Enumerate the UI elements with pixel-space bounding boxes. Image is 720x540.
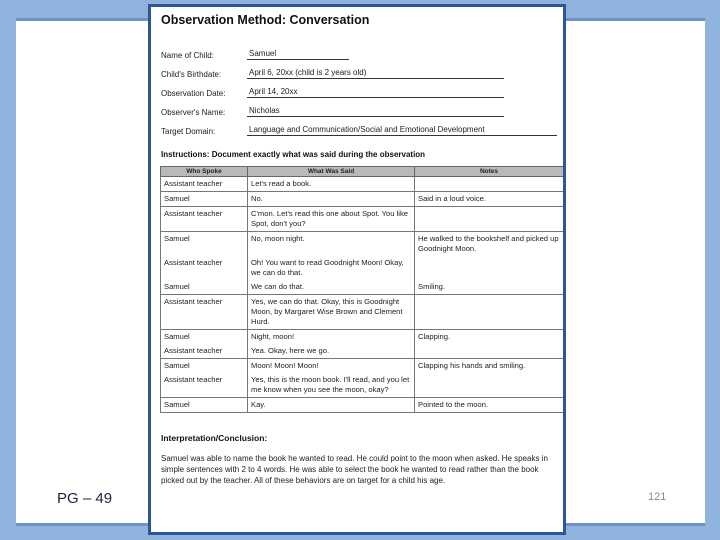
field-label: Observation Date: (161, 89, 226, 98)
field-value: April 6, 20xx (child is 2 years old) (247, 68, 504, 79)
cell-who-spoke: Samuel (161, 192, 248, 207)
table-row (161, 295, 564, 330)
page-label: PG – 49 (57, 490, 113, 507)
field-value: Language and Communication/Social and Emotional Development (247, 125, 557, 136)
cell-what-was-said: Kay. (248, 398, 415, 413)
cell-who-spoke: Assistant teacher (161, 373, 248, 398)
form-field (161, 60, 557, 79)
form-field (161, 41, 557, 60)
form-field (161, 79, 557, 98)
field-value: Nicholas (247, 106, 504, 117)
field-value: April 14, 20xx (247, 87, 504, 98)
observation-form (148, 4, 566, 535)
cell-who-spoke: Samuel (161, 398, 248, 413)
cell-what-was-said: Let's read a book. (248, 177, 415, 192)
header-what-was-said: What Was Said (248, 167, 415, 177)
table-row (161, 256, 564, 280)
table-row (161, 207, 564, 232)
table-row (161, 373, 564, 398)
form-field (161, 98, 557, 117)
slide-number: 121 (648, 491, 667, 503)
cell-what-was-said: Night, moon! (248, 330, 415, 345)
form-fields (161, 41, 557, 136)
table-row (161, 280, 564, 295)
cell-what-was-said: We can do that. (248, 280, 415, 295)
field-label: Name of Child: (161, 51, 214, 60)
interpretation-heading: Interpretation/Conclusion: (161, 433, 268, 443)
cell-notes (415, 207, 564, 232)
table-row (161, 177, 564, 192)
cell-who-spoke: Assistant teacher (161, 256, 248, 280)
table-row (161, 232, 564, 257)
cell-what-was-said: Yes, we can do that. Okay, this is Goodnight Moon, by Margaret Wise Brown and Clement Hurd. (248, 295, 415, 330)
table-row (161, 359, 564, 374)
form-field (161, 117, 557, 136)
cell-what-was-said: C'mon. Let's read this one about Spot. You like Spot, don't you? (248, 207, 415, 232)
cell-notes: He walked to the bookshelf and picked up Goodnight Moon. (415, 232, 564, 257)
observation-table (160, 166, 564, 413)
instructions (161, 150, 557, 159)
cell-who-spoke: Samuel (161, 359, 248, 374)
header-notes: Notes (415, 167, 564, 177)
form-title: Observation Method: Conversation (161, 13, 370, 27)
cell-notes: Clapping his hands and smiling. (415, 359, 564, 374)
field-label: Child's Birthdate: (161, 70, 222, 79)
cell-what-was-said: Yea. Okay, here we go. (248, 344, 415, 359)
cell-who-spoke: Samuel (161, 232, 248, 257)
cell-notes: Smiling. (415, 280, 564, 295)
cell-what-was-said: Moon! Moon! Moon! (248, 359, 415, 374)
table-row (161, 344, 564, 359)
cell-notes (415, 177, 564, 192)
cell-who-spoke: Assistant teacher (161, 295, 248, 330)
cell-notes: Said in a loud voice. (415, 192, 564, 207)
cell-notes: Clapping. (415, 330, 564, 345)
cell-who-spoke: Samuel (161, 330, 248, 345)
instructions-text: Document exactly what was said during the observation (211, 150, 426, 159)
cell-what-was-said: No. (248, 192, 415, 207)
table-body (161, 177, 564, 413)
instructions-label: Instructions: (161, 150, 210, 159)
field-label: Observer's Name: (161, 108, 226, 117)
header-who-spoke: Who Spoke (161, 167, 248, 177)
table-row (161, 192, 564, 207)
cell-notes: Pointed to the moon. (415, 398, 564, 413)
cell-notes (415, 256, 564, 280)
interpretation-text: Samuel was able to name the book he wanted to read. He could point to the moon when asked. He speaks in simple sentences with 2 to 4 words. He was able to select the book he wanted to read rather than the book picked out by the teacher. All of these behaviors are on target for a child his age. (161, 454, 548, 485)
cell-what-was-said: No, moon night. (248, 232, 415, 257)
field-label: Target Domain: (161, 127, 216, 136)
table-header-row (161, 167, 564, 177)
cell-notes (415, 344, 564, 359)
cell-who-spoke: Assistant teacher (161, 207, 248, 232)
cell-who-spoke: Assistant teacher (161, 344, 248, 359)
field-value: Samuel (247, 49, 349, 60)
cell-what-was-said: Yes, this is the moon book. I'll read, and you let me know when you see the moon, okay? (248, 373, 415, 398)
cell-who-spoke: Assistant teacher (161, 177, 248, 192)
table-row (161, 330, 564, 345)
cell-who-spoke: Samuel (161, 280, 248, 295)
cell-notes (415, 373, 564, 398)
cell-what-was-said: Oh! You want to read Goodnight Moon! Okay, we can do that. (248, 256, 415, 280)
cell-notes (415, 295, 564, 330)
table-row (161, 398, 564, 413)
